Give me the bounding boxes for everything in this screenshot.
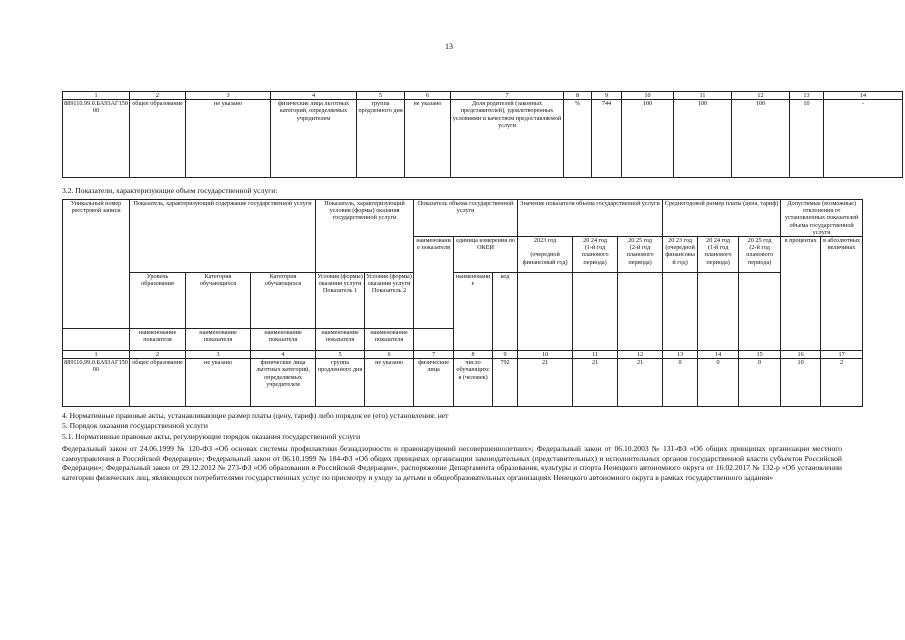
indicator-name-header: наименование показателя [130, 329, 186, 351]
category-cell: не указано [186, 359, 251, 407]
col-num: 7 [451, 92, 564, 100]
category-cell: не указано [186, 100, 271, 178]
col-num: 9 [592, 92, 622, 100]
col-num: 9 [493, 351, 518, 359]
col-num: 16 [781, 351, 821, 359]
table-header-numbers-row [63, 92, 903, 100]
unit-cell: % [564, 100, 592, 178]
value-2025-cell: 21 [618, 359, 663, 407]
level-cell: общее образование [130, 359, 186, 407]
section-3-2-title: 3.2. Показатели, характеризующие объем государственной услуги: [62, 186, 278, 195]
indicator-name-cell: Доля родителей (законных представителей), удовлетворенных условиями и качеством предоставляемой услуги [451, 100, 564, 178]
conditions-cell: группа продленного дня [316, 359, 365, 407]
table-row [63, 100, 903, 178]
volume-value-header: Значение показателя объема государственной услуги [518, 200, 663, 237]
col-num: 14 [698, 351, 739, 359]
col-num: 7 [414, 351, 454, 359]
col-num: 2 [130, 351, 186, 359]
col-num: 3 [186, 92, 271, 100]
absolute-header: в абсолютных величинах [821, 237, 863, 351]
okei-header: единица измерения по ОКЕИ [454, 237, 518, 273]
col-num: 11 [674, 92, 732, 100]
okei-code-cell: 792 [493, 359, 518, 407]
col-num: 6 [405, 92, 451, 100]
col-num: 4 [251, 351, 316, 359]
registry-number-header: Уникальный номер реестровой записи [63, 200, 130, 329]
col-num: 8 [564, 92, 592, 100]
percent-cell: 10 [781, 359, 821, 407]
conditions-indicator-header: Показатель, характеризующий условия (формы) оказания государственной услуги [316, 200, 414, 273]
persons-cell: физические лица [414, 359, 454, 407]
category2-header: Категория обучающихся [251, 273, 316, 329]
learners-cell: физические лица льготных категорий, определяемых учредителем [251, 359, 316, 407]
col-num: 2 [130, 92, 186, 100]
col-num: 10 [518, 351, 573, 359]
indicator2-cell: не указано [365, 359, 414, 407]
level-header: Уровень образования [130, 273, 186, 329]
col-num: 8 [454, 351, 493, 359]
value-2025-cell: 100 [732, 100, 790, 178]
conditions-cell: группа продленного дня [357, 100, 405, 178]
fee-2023-header: 20 23 год (очередной финансовый год) [663, 237, 698, 273]
quality-indicators-table [62, 91, 903, 178]
col-num: 1 [63, 92, 130, 100]
year-2025-header: 20 25 год (2-й год планового периода) [618, 237, 663, 273]
table-header-numbers-row [63, 351, 863, 359]
avg-fee-header: Среднегодовой размер платы (цена, тариф) [663, 200, 781, 237]
laws-paragraph: Федеральный закон от 24.06.1999 № 120-ФЗ «Об основах системы профилактики безнадзорности и правонарушений несовершеннолетних»; Федеральный закон от 06.10.2003 № 131-ФЗ «Об общих принципах организации местного самоуправления в Российской Федерации»; Федеральный закон от 06.10.1999 № 184-ФЗ «Об общих принципах организации законодательных (представительных) и исполнительных органов государственной власти субъектов Российской Федерации»; Федеральный закон от 29.12.2012 № 273-ФЗ «Об образовании в Российской Федерации», распоряжение Департамента образования, культуры и спорта Ненецкого автономного округа от 16.02.2017 № 132-р «Об установлении категории физических лиц, являющихся потребителями государственных услуг по присмотру и уходу за детьми в общеобразовательных организациях Ненецкого автономного округа в рамках государственного задания» [62, 444, 842, 482]
section-5-1-text: 5.1. Нормативные правовые акты, регулирующие порядок оказания государственной услуги [62, 432, 361, 441]
fee-2024-cell: 0 [698, 359, 739, 407]
col-num: 3 [186, 351, 251, 359]
fee-2024-header: 20 24 год (1-й год планового периода) [698, 237, 739, 273]
col-num: 15 [739, 351, 781, 359]
col-num: 10 [622, 92, 674, 100]
absolute-deviation-cell: - [824, 100, 903, 178]
absolute-cell: 2 [821, 359, 863, 407]
fee-2023-cell: 0 [663, 359, 698, 407]
registry-number-cell: 889110.99.0.БА93АГ15000 [63, 100, 130, 178]
indicator-name-header: наименование показателя [251, 329, 316, 351]
unit-name-header: наименование [454, 273, 493, 351]
col-num: 5 [316, 351, 365, 359]
condition2-header: Условия (формы) оказания услуги Показатель 2 [365, 273, 414, 329]
volume-name-header: наименование показателя [414, 237, 454, 329]
col-num: 12 [732, 92, 790, 100]
col-num: 6 [365, 351, 414, 359]
deviation-header: Допустимые (возможные) отклонения от установленных показателей объема государственной услуги [781, 200, 863, 237]
level-cell: общее образование [130, 100, 186, 178]
condition1-header: Условия (формы) оказания услуги Показатель 1 [316, 273, 365, 329]
code-header: код [493, 273, 518, 351]
content-indicator-header: Показатель, характеризующий содержание государственной услуги [130, 200, 316, 273]
year-2024-header: 20 24 год (1-й год планового периода) [573, 237, 618, 273]
col-num: 1 [63, 351, 130, 359]
indicator-name-header: наименование показателя [186, 329, 251, 351]
page-number: 13 [445, 42, 453, 51]
value-2024-cell: 21 [573, 359, 618, 407]
value-2023-cell: 100 [622, 100, 674, 178]
registry-number-cell: 889110.99.0.БА93АГ15000 [63, 359, 130, 407]
col-num: 14 [824, 92, 903, 100]
col-num: 4 [271, 92, 357, 100]
table-row [63, 359, 863, 407]
col-num: 11 [573, 351, 618, 359]
category-header: Категория обучающихся [186, 273, 251, 329]
allowed-deviation-cell: 10 [790, 100, 824, 178]
value-2024-cell: 100 [674, 100, 732, 178]
okei-code-cell: 744 [592, 100, 622, 178]
indicator-name-cell: число обучающихся (человек) [454, 359, 493, 407]
volume-indicators-table [62, 199, 863, 407]
indicator-name-header: наименование показателя [316, 329, 365, 351]
fee-2025-header: 20 25 год (2-й год планового периода) [739, 237, 781, 273]
year-2023-header: 2023 год (очередной финансовый год) [518, 237, 573, 273]
value-2023-cell: 21 [518, 359, 573, 407]
col-num: 13 [663, 351, 698, 359]
col-num: 12 [618, 351, 663, 359]
volume-indicator-header: Показатель объема государственной услуги [414, 200, 518, 237]
percent-header: в процентах [781, 237, 821, 351]
col-num: 5 [357, 92, 405, 100]
section-5-text: 5. Порядок оказания государственной услуги [62, 421, 208, 430]
col-num: 17 [821, 351, 863, 359]
section-4-text: 4. Нормативные правовые акты, устанавливающие размер платы (цену, тариф) либо порядок ее (его) установления: нет [62, 411, 449, 420]
learners-cell: физические лица льготных категорий, определяемых учредителем [271, 100, 357, 178]
indicator-name-header: наименование показателя [365, 329, 414, 351]
col-num: 13 [790, 92, 824, 100]
indicator2-cell: не указано [405, 100, 451, 178]
fee-2025-cell: 0 [739, 359, 781, 407]
